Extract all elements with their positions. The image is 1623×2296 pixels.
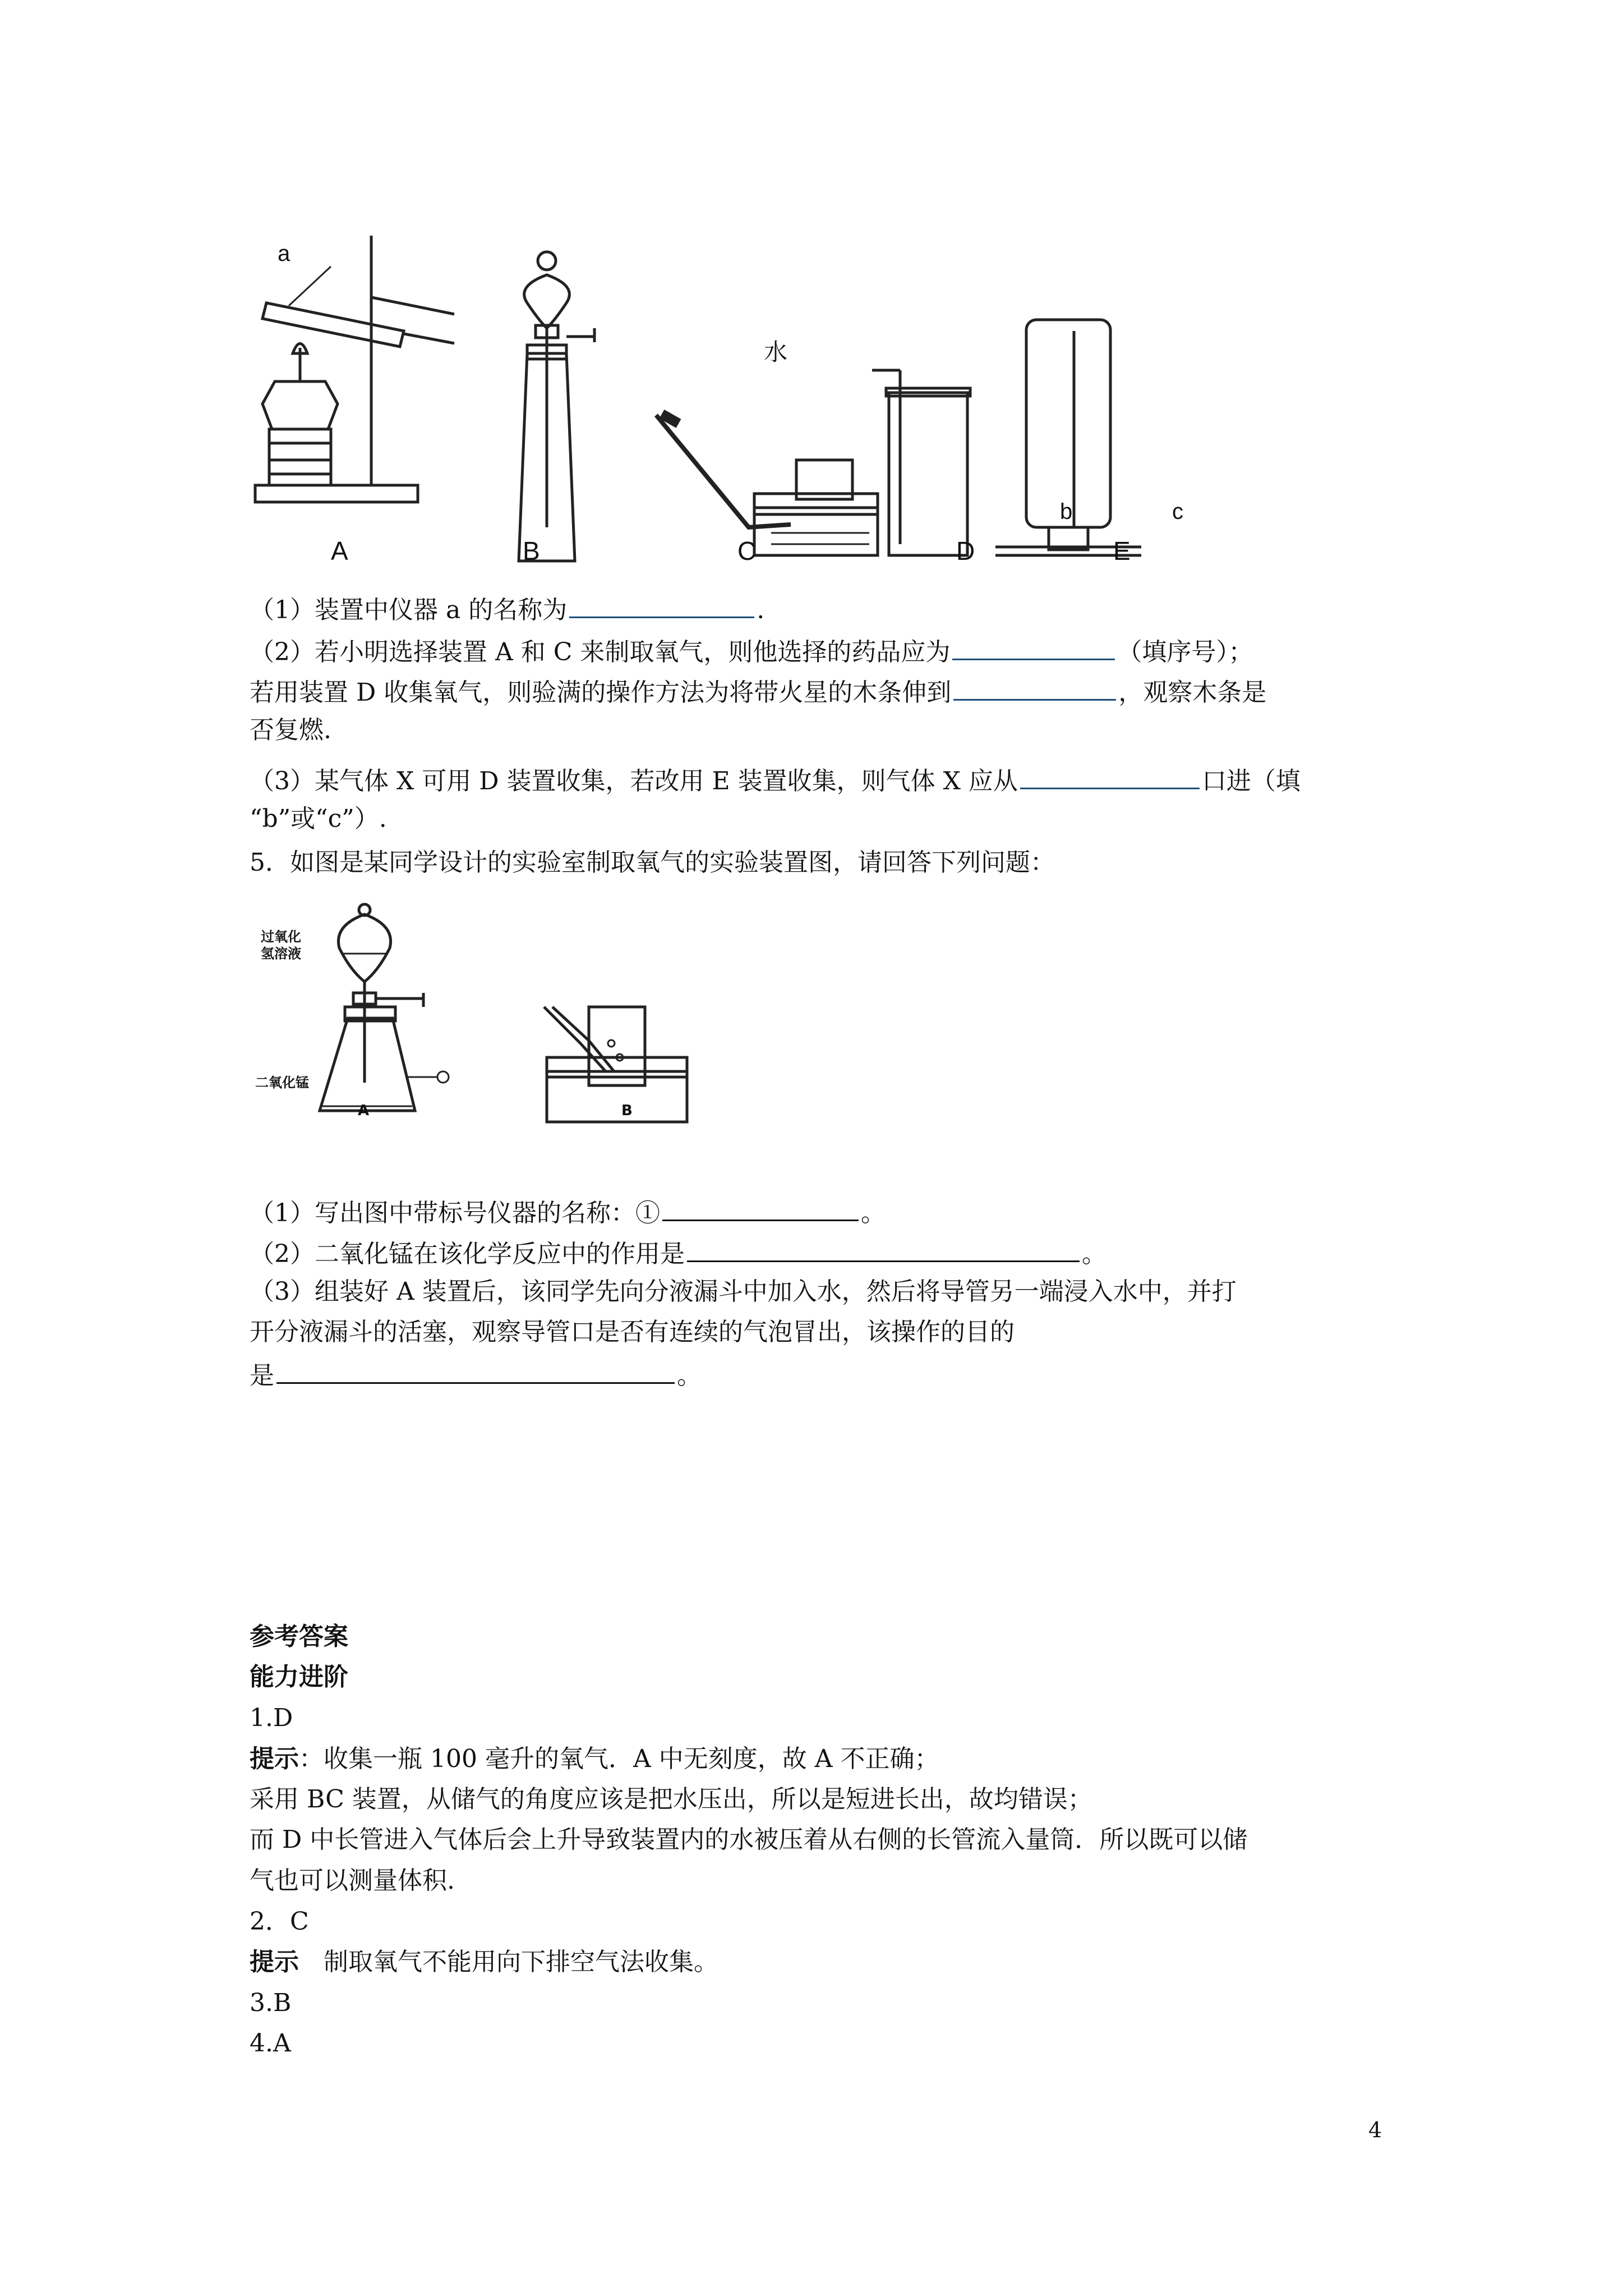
instrument-a-label: a [278, 241, 291, 266]
q4-part2-line3: 否复燃. [250, 716, 331, 744]
q5-figure [255, 898, 715, 1144]
answer-blank[interactable] [662, 1195, 859, 1221]
hint-1-line4: 气也可以测量体积. [250, 1866, 455, 1895]
answer-2: 2．C [250, 1907, 309, 1936]
hint-2: 提示 制取氧气不能用向下排空气法收集。 [250, 1948, 718, 1976]
answer-3: 3.B [250, 1989, 292, 2017]
answer-blank[interactable] [1020, 763, 1200, 789]
water-label: 水 [764, 339, 788, 365]
page-number: 4 [1368, 2118, 1382, 2142]
q4-part3-line2: “b”或“c”）. [250, 804, 387, 833]
port-b-label: b [1060, 499, 1073, 524]
answer-4: 4.A [250, 2029, 291, 2058]
fig-label-manganese-dioxide: 二氧化锰 [255, 1075, 309, 1091]
hint-1-line2: 采用 BC 装置，从储气的角度应该是把水压出，所以是短进长出，故均错误； [250, 1785, 1092, 1814]
q4-part3: （3）某气体 X 可用 D 装置收集，若改用 E 装置收集，则气体 X 应从 口进（填 [250, 763, 1301, 797]
fig-label-a: A [358, 1102, 370, 1119]
label-a: A [331, 536, 348, 565]
answers-subheading: 能力进阶 [250, 1663, 348, 1691]
hint-1-line3: 而 D 中长管进入气体后会上升导致装置内的水被压着从右侧的长管流入量筒．所以既可以储 [250, 1825, 1248, 1854]
q5-part3: （3）组装好 A 装置后，该同学先向分液漏斗中加入水，然后将导管另一端浸入水中，并打 [250, 1277, 1237, 1306]
fig-label-b: B [621, 1102, 633, 1119]
apparatus-a [255, 236, 454, 502]
answer-blank[interactable] [953, 674, 1116, 701]
q5-part2: （2）二氧化锰在该化学反应中的作用是 。 [250, 1236, 1106, 1270]
q5-part3-line3: 是 。 [250, 1358, 702, 1392]
answer-blank[interactable] [276, 1358, 675, 1384]
q5-part3-line2: 开分液漏斗的活塞，观察导管口是否有连续的气泡冒出，该操作的目的 [250, 1318, 1015, 1346]
hint-1: 提示：收集一瓶 100 毫升的氧气．A 中无刻度，故 A 不正确； [250, 1745, 939, 1773]
answer-1: 1.D [250, 1704, 293, 1732]
apparatus-figure [241, 213, 1206, 583]
q5-title: 5．如图是某同学设计的实验室制取氧气的实验装置图，请回答下列问题： [250, 848, 1055, 877]
answer-blank[interactable] [687, 1236, 1080, 1262]
q4-part2-line2: 若用装置 D 收集氧气，则验满的操作方法为将带火星的木条伸到 ，观察木条是 [250, 674, 1266, 708]
label-d: D [956, 536, 975, 565]
port-c-label: c [1172, 499, 1183, 524]
q5-part1: （1）写出图中带标号仪器的名称：① 。 [250, 1195, 886, 1229]
apparatus-d [872, 370, 970, 555]
label-b: B [523, 536, 540, 565]
label-c: C [737, 536, 757, 565]
label-e: E [1113, 536, 1131, 565]
fig-label-hydrogen-peroxide: 过氧化氢溶液 [261, 929, 301, 961]
answer-blank[interactable] [952, 634, 1115, 660]
apparatus-b [519, 252, 594, 561]
apparatus-c [656, 414, 878, 555]
q4-part2: （2）若小明选择装置 A 和 C 来制取氧气，则他选择的药品应为 （填序号）； [250, 634, 1253, 668]
answers-heading: 参考答案 [250, 1622, 348, 1651]
q4-part1: （1）装置中仪器 a 的名称为 . [250, 592, 764, 626]
answer-blank[interactable] [569, 592, 754, 618]
